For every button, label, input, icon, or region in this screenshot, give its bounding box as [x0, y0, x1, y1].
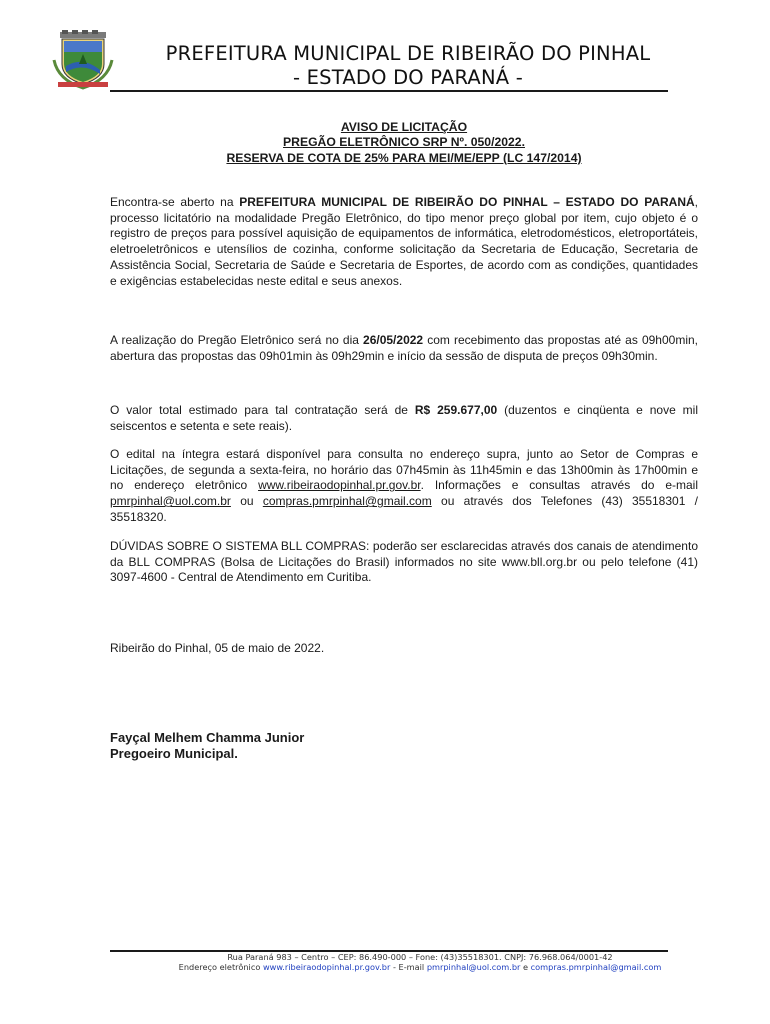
signatory-role: Pregoeiro Municipal.: [110, 746, 238, 761]
email-link-gmail[interactable]: compras.pmrpinhal@gmail.com: [262, 494, 432, 509]
paragraph-estimated-value: [110, 403, 698, 434]
paragraph-schedule: [110, 333, 698, 364]
website-link[interactable]: www.ribeiraodopinhal.pr.gov.br: [258, 478, 421, 493]
opening-entity: PREFEITURA MUNICIPAL DE RIBEIRÃO DO PINHAL – ESTADO DO PARANÁ: [239, 195, 695, 209]
email-link-uol[interactable]: pmrpinhal@uol.com.br: [110, 494, 231, 509]
session-date: 26/05/2022: [363, 333, 424, 347]
footer-site-label: Endereço eletrônico: [178, 962, 263, 972]
municipal-coat-of-arms-icon: [52, 30, 114, 90]
or-text: ou: [230, 494, 263, 509]
contact-text: . Informações e consultas através do e-mail: [420, 478, 698, 493]
value-in-words: (duzentos e cinqüenta e nove mil seiscentos e setenta e sete reais).: [110, 403, 698, 433]
availability-text: O edital na íntegra estará disponível para consulta no endereço supra, junto ao Setor de Compras e Licitações, de segunda a sexta-feira, no horário das 07h45min às 11h45min e das 13h00min às 17h00min e no endereço eletrônico: [110, 447, 698, 493]
notice-quota-reserve: RESERVA DE COTA DE 25% PARA MEI/ME/EPP (LC 147/2014): [226, 151, 582, 165]
page-title: PREFEITURA MUNICIPAL DE RIBEIRÃO DO PINHAL: [165, 42, 651, 65]
notice-heading: AVISO DE LICITAÇÃO: [340, 120, 468, 134]
footer-and-text: e: [520, 962, 531, 972]
estimated-value: R$ 259.677,00: [414, 403, 498, 417]
value-text: O valor total estimado para tal contratação será de: [110, 403, 415, 417]
footer-website-link[interactable]: www.ribeiraodopinhal.pr.gov.br: [262, 962, 391, 972]
opening-object: , processo licitatório na modalidade Pregão Eletrônico, do tipo menor preço global por item, cujo objeto é o registro de preços para possível aquisição de equipamentos de informática, eletrodomésticos, eletroportáteis, eletroeletrônicos e utensílios de cozinha, conforme solicitação da Secretaria de Educação, Secretaria de Assistência Social, Secretaria de Saúde e Secretaria de Esportes, de acordo com as condições, quantidades e exigências estabelecidas neste edital e seus anexos.: [110, 195, 698, 288]
paragraph-bll-support: DÚVIDAS SOBRE O SISTEMA BLL COMPRAS: poderão ser esclarecidas através dos canais de atendimento da BLL COMPRAS (Bolsa de Licitações do Brasil) informados no site www.bll.org.br ou pelo telefone (41) 3097-4600 - Central de Atendimento em Curitiba.: [110, 539, 698, 585]
notice-process-number: PREGÃO ELETRÔNICO SRP Nº. 050/2022.: [283, 135, 525, 149]
footer-email-gmail[interactable]: compras.pmrpinhal@gmail.com: [530, 962, 662, 972]
footer-email-uol[interactable]: pmrpinhal@uol.com.br: [426, 962, 521, 972]
footer-address: Rua Paraná 983 – Centro – CEP: 86.490-000 – Fone: (43)35518301. CNPJ: 76.968.064/0001-42: [227, 952, 613, 962]
footer-email-label: - E-mail: [390, 962, 427, 972]
footer-contacts: [110, 962, 730, 973]
header-divider: [110, 90, 668, 92]
signatory-name: Fayçal Melhem Chamma Junior: [110, 730, 305, 745]
paragraph-opening: [110, 195, 698, 289]
schedule-times: com recebimento das propostas até as 09h00min, abertura das propostas das 09h01min às 09h29min e início da sessão de disputa de preços 09h30min.: [110, 333, 699, 363]
opening-text: Encontra-se aberto na: [110, 195, 240, 209]
place-and-date: Ribeirão do Pinhal, 05 de maio de 2022.: [110, 641, 325, 655]
phones-text: ou através dos Telefones (43) 35518301 / 35518320.: [110, 494, 698, 524]
schedule-text: A realização do Pregão Eletrônico será no dia: [110, 333, 364, 347]
paragraph-edital-availability: [110, 447, 698, 526]
page-subtitle: - ESTADO DO PARANÁ -: [293, 66, 523, 89]
